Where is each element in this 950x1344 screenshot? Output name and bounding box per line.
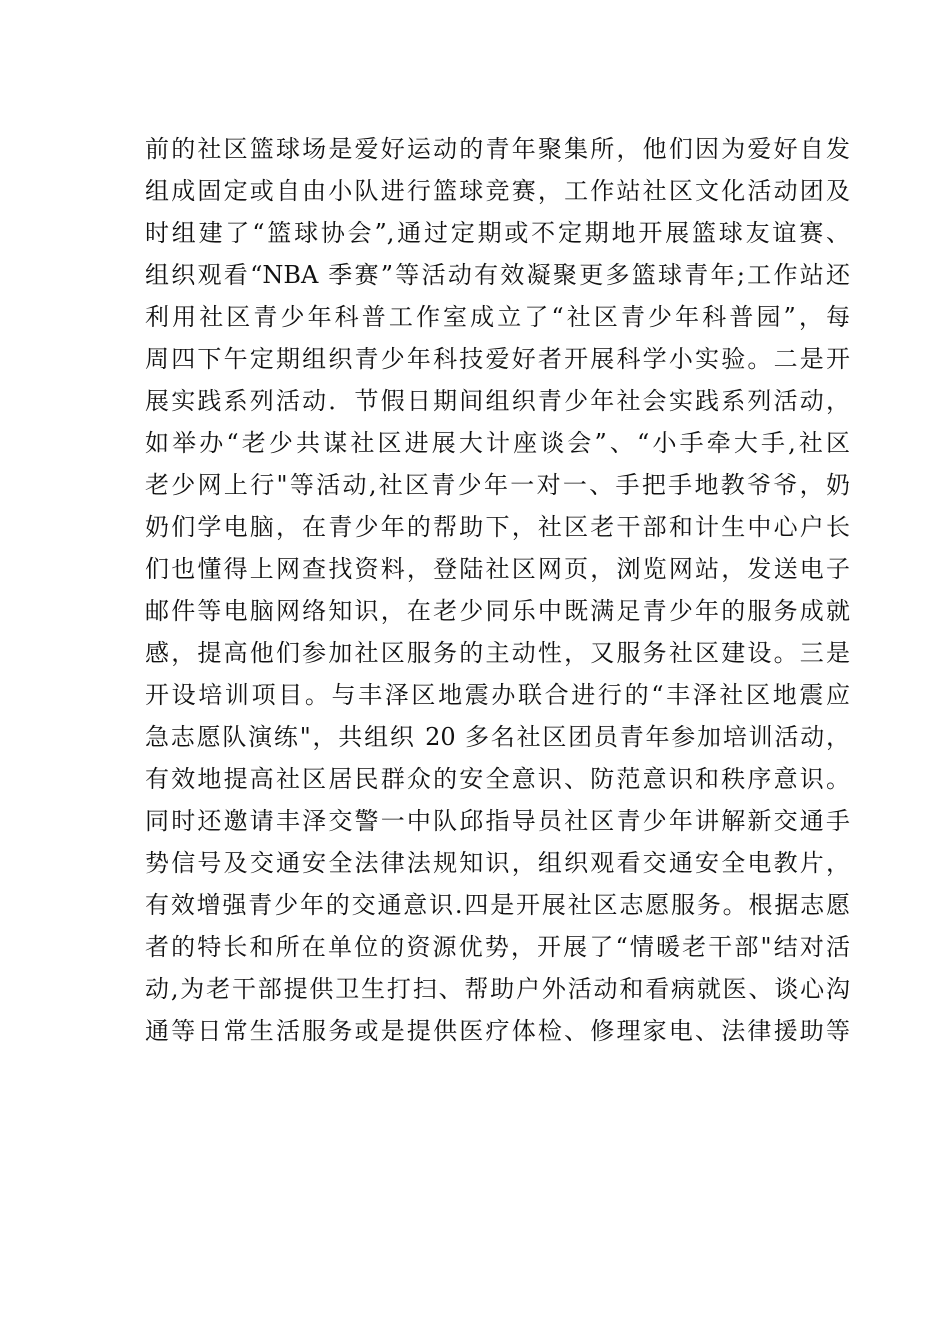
- text-line: 时组建了“篮球协会”,通过定期或不定期地开展篮球友谊赛、: [145, 219, 850, 247]
- text-line: 如举办“老少共谋社区进展大计座谈会”、“小手牵大手,社区: [145, 429, 850, 457]
- body-paragraph: [145, 128, 850, 1052]
- text-line: 老少网上行"等活动,社区青少年一对一、手把手地教爷爷，奶: [145, 471, 850, 499]
- text-line: 奶们学电脑，在青少年的帮助下，社区老干部和计生中心户长: [145, 513, 850, 541]
- text-line: 邮件等电脑网络知识，在老少同乐中既满足青少年的服务成就: [145, 597, 850, 625]
- text-line: 有效地提高社区居民群众的安全意识、防范意识和秩序意识。: [145, 765, 850, 793]
- text-line: 动,为老干部提供卫生打扫、帮助户外活动和看病就医、谈心沟: [145, 975, 850, 1003]
- text-line: 组成固定或自由小队进行篮球竞赛，工作站社区文化活动团及: [145, 177, 850, 205]
- text-line: 利用社区青少年科普工作室成立了“社区青少年科普园”，每: [145, 303, 850, 331]
- text-line: 前的社区篮球场是爱好运动的青年聚集所，他们因为爱好自发: [145, 135, 850, 163]
- text-line: 急志愿队演练"，共组织 20 多名社区团员青年参加培训活动，: [145, 723, 850, 751]
- text-line: 有效增强青少年的交通意识.四是开展社区志愿服务。根据志愿: [145, 891, 850, 919]
- text-line: 们也懂得上网查找资料，登陆社区网页，浏览网站，发送电子: [145, 555, 850, 583]
- text-line: 势信号及交通安全法律法规知识，组织观看交通安全电教片，: [145, 849, 850, 877]
- text-line: 者的特长和所在单位的资源优势，开展了“情暖老干部"结对活: [145, 933, 850, 961]
- text-line: 组织观看“NBA 季赛”等活动有效凝聚更多篮球青年;工作站还: [145, 261, 850, 289]
- text-line: 同时还邀请丰泽交警一中队邱指导员社区青少年讲解新交通手: [145, 807, 850, 835]
- text-line: 开设培训项目。与丰泽区地震办联合进行的“丰泽社区地震应: [145, 681, 850, 709]
- text-line: 展实践系列活动．节假日期间组织青少年社会实践系列活动，: [145, 387, 850, 415]
- text-line: 通等日常生活服务或是提供医疗体检、修理家电、法律援助等: [145, 1017, 850, 1045]
- text-line: 感，提高他们参加社区服务的主动性，又服务社区建设。三是: [145, 639, 850, 667]
- text-line: 周四下午定期组织青少年科技爱好者开展科学小实验。二是开: [145, 345, 850, 373]
